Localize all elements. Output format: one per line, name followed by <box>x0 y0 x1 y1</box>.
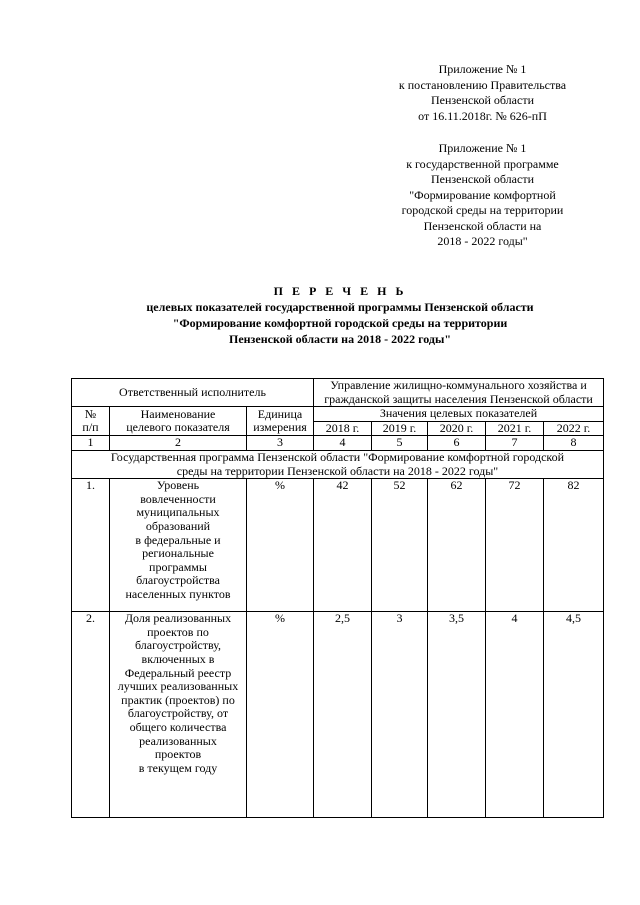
row-value-2022: 4,5 <box>544 612 604 818</box>
program-title: Государственная программа Пензенской области "Формирование комфортной городской среды на территории Пензенской области на 2018 - 2022 годы" <box>72 450 604 478</box>
col-number: 3 <box>247 436 314 451</box>
program-title-row <box>72 450 604 478</box>
appendix-2-line4: "Формирование комфортной <box>409 187 556 202</box>
document-title <box>40 283 640 347</box>
col-number: 1 <box>72 436 110 451</box>
responsible-label: Ответственный исполнитель <box>72 379 314 407</box>
year-2020: 2020 г. <box>428 421 486 436</box>
appendix-1-line3: Пензенской области <box>431 93 534 107</box>
title-line2: целевых показателей государственной программы Пензенской области <box>146 300 534 314</box>
row-indicator-name: Доля реализованных проектов по благоустройству, включенных в Федеральный реестр лучших реализованных практик (проектов) по благоустройству, от общего количества реализованных проектов в текущем году <box>110 612 247 818</box>
header-name: Наименование целевого показателя <box>110 407 247 436</box>
appendix-2-line2: к государственной программе <box>406 156 559 171</box>
appendix-1-line1: Приложение № 1 <box>438 62 527 76</box>
col-number: 2 <box>110 436 247 451</box>
row-num: 2. <box>72 612 110 818</box>
row-value-2020: 3,5 <box>428 612 486 818</box>
row-value-2019: 52 <box>372 479 428 612</box>
col-number: 7 <box>486 436 544 451</box>
col-number: 4 <box>314 436 372 451</box>
responsible-value: Управление жилищно-коммунального хозяйства и гражданской защиты населения Пензенской области <box>314 379 604 407</box>
appendix-1-block <box>370 62 595 124</box>
responsible-row <box>72 379 604 407</box>
appendix-2-line6: Пензенской области на <box>423 218 542 233</box>
year-2022: 2022 г. <box>544 421 604 436</box>
title-line3: "Формирование комфортной городской среды на территории <box>172 316 508 330</box>
year-2018: 2018 г. <box>314 421 372 436</box>
appendix-1-line2: к постановлению Правительства <box>398 77 567 92</box>
row-value-2019: 3 <box>372 612 428 818</box>
row-indicator-name: Уровень вовлеченности муниципальных образований в федеральные и региональные программы благоустройства населенных пунктов <box>110 479 247 612</box>
table-row <box>72 479 604 612</box>
row-value-2018: 42 <box>314 479 372 612</box>
header-num: № п/п <box>72 407 110 436</box>
indicators-table <box>71 378 604 818</box>
row-value-2018: 2,5 <box>314 612 372 818</box>
appendix-1-line4: от 16.11.2018г. № 626-пП <box>418 108 547 123</box>
year-2021: 2021 г. <box>486 421 544 436</box>
row-num: 1. <box>72 479 110 612</box>
appendix-2-line1: Приложение № 1 <box>438 141 527 155</box>
col-number: 8 <box>544 436 604 451</box>
col-number: 5 <box>372 436 428 451</box>
row-value-2021: 72 <box>486 479 544 612</box>
row-value-2021: 4 <box>486 612 544 818</box>
appendix-2-line5: городской среды на территории <box>401 203 564 217</box>
row-value-2020: 62 <box>428 479 486 612</box>
col-number: 6 <box>428 436 486 451</box>
title-line4: Пензенской области на 2018 - 2022 годы" <box>228 332 452 346</box>
header-unit: Единица измерения <box>247 407 314 436</box>
appendix-2-block <box>370 141 595 250</box>
appendix-2-line3: Пензенской области <box>431 172 534 186</box>
appendix-2-line7: 2018 - 2022 годы" <box>437 234 528 248</box>
row-unit: % <box>247 479 314 612</box>
column-numbers-row <box>72 436 604 451</box>
table-row <box>72 612 604 818</box>
row-value-2022: 82 <box>544 479 604 612</box>
header-values: Значения целевых показателей <box>314 407 604 422</box>
row-unit: % <box>247 612 314 818</box>
header-row <box>72 407 604 422</box>
title-line1: П Е Р Е Ч Е Н Ь <box>273 284 407 298</box>
year-2019: 2019 г. <box>372 421 428 436</box>
